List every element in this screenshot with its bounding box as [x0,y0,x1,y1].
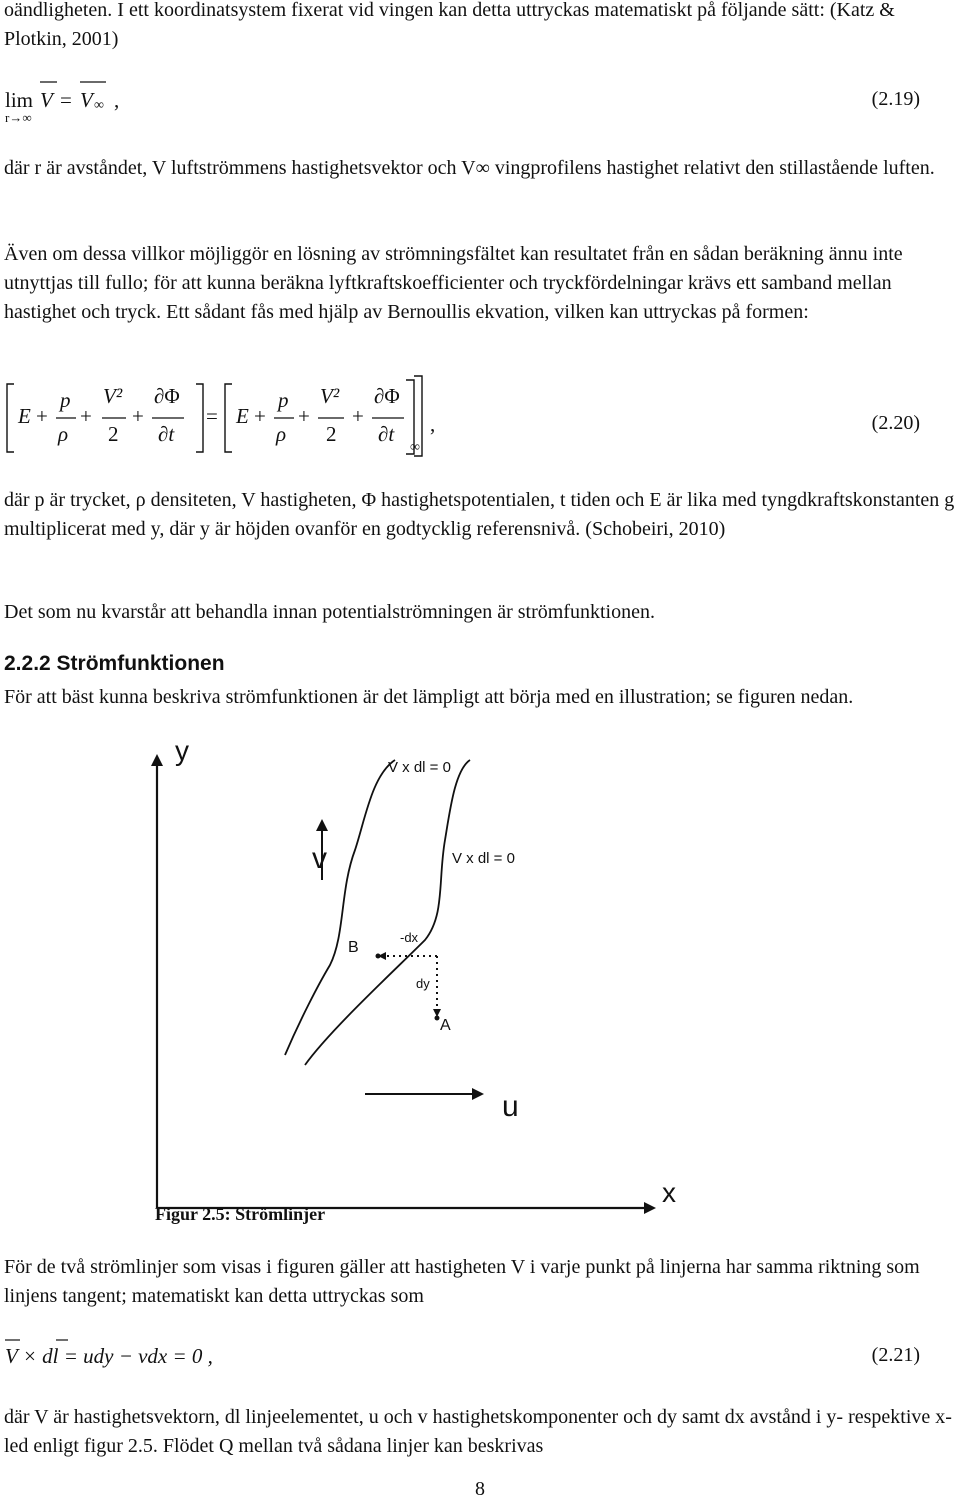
eq19-vector-bars [0,0,960,120]
paragraph-definitions: där r är avståndet, V luftströmmens hastighetsvektor och V∞ vingprofilens hastighet relativt den stillastående luften. [4,157,935,179]
streamline-diagram [0,730,960,1230]
eq20-plus: + [132,404,144,428]
eq20-two1: 2 [108,422,119,446]
eq20-two2: 2 [326,422,337,446]
u-label: u [502,1090,519,1123]
eq19-equals: = [60,88,72,112]
eq20-dt2: ∂t [378,422,395,446]
eq21-expression: V × dl = udy − vdx = 0 , [5,1344,213,1368]
eq20-dPhi2: ∂Φ [374,384,400,408]
paragraph-tangent: För de två strömlinjer som visas i figuren gäller att hastigheten V i varje punkt på linjerna har samma riktning som linjens tangent; matematiskt kan detta uttryckas som [4,1256,920,1307]
figure-streamlines [0,730,960,1230]
paragraph-bernoulli-intro: Även om dessa villkor möjliggör en lösning av strömningsfältet kan resultatet från en sådan beräkning ännu inte utnyttjas till fullo; för att kunna beräkna lyftkraftskoefficienter och tryckfördelningar krävs ett samband mellan hastighet och tryck. Ett sådant fås med hjälp av Bernoullis ekvation, vilken kan uttryckas på formen: [4,243,903,323]
y-axis-label: y [175,735,189,766]
eq20-V2-2: V² [320,384,340,408]
page-number: 8 [475,1478,485,1500]
point-A [435,1016,440,1021]
paragraph-figure-intro: För att bäst kunna beskriva strömfunktionen är det lämpligt att börja med en illustration; se figuren nedan. [4,686,854,708]
point-B [376,954,381,959]
eq20-comma: , [430,412,436,436]
eq20-p2: p [278,388,289,412]
point-A-label: A [440,1017,451,1034]
eq20-infinity-subscript: ∞ [410,440,420,455]
lim-subscript: r→∞ [5,110,32,125]
section-heading: 2.2.2 Strömfunktionen [4,652,225,675]
x-axis-label: x [662,1177,676,1208]
eq20-E2: E [236,404,249,428]
equation-number: (2.20) [871,412,920,434]
eq20-plus: + [352,404,364,428]
eq20-plus: + [36,404,48,428]
eq20-E1: E [18,404,31,428]
eq20-plus: + [254,404,266,428]
paragraph-variables: där p är trycket, ρ densiteten, V hastigheten, Φ hastighetspotentialen, t tiden och E är lika med tyngdkraftskonstanten g multiplicerat med y, där y är höjden ovanför en godtycklig referensnivå. (Schobeiri, 2010) [4,489,955,540]
eq20-V2-1: V² [103,384,123,408]
figure-caption: Figur 2.5: Strömlinjer [155,1204,326,1224]
eq20-rho2: ρ [276,422,287,446]
streamline-left [285,760,395,1055]
point-B-label: B [348,939,359,956]
equation-number: (2.21) [871,1344,920,1366]
eq20-p1: p [60,388,71,412]
eq19-rhs: V [80,88,93,112]
lim-operator: lim [5,88,34,112]
eq19-rhs-subscript: ∞ [94,98,104,113]
equation-number: (2.19) [871,88,920,110]
eq19-comma: , [114,88,120,112]
dy-label: dy [416,976,430,991]
eq19-lhs: V [40,88,53,112]
streamline-label-mid: V x dl = 0 [452,850,515,867]
eq20-equals: = [206,404,218,428]
streamline-label-top: V x dl = 0 [388,759,451,776]
eq20-plus: + [80,404,92,428]
eq20-dPhi1: ∂Φ [154,384,180,408]
paragraph-intro: oändligheten. I ett koordinatsystem fixerat vid vingen kan detta uttryckas matematiskt på följande sätt: (Katz & Plotkin, 2001) [4,0,895,50]
eq20-plus: + [298,404,310,428]
dx-label: -dx [400,930,419,945]
eq20-rho1: ρ [58,422,69,446]
v-label: v [312,842,327,875]
eq20-dt1: ∂t [158,422,175,446]
paragraph-explanation: där V är hastighetsvektorn, dl linjeelementet, u och v hastighetskomponenter och dy samt dx avstånd i y- respektive x-led enligt figur 2.5. Flödet Q mellan två sådana linjer kan beskrivas [4,1406,952,1457]
paragraph-transition: Det som nu kvarstår att behandla innan potentialströmningen är strömfunktionen. [4,601,655,623]
eq21-vector-bars [0,1330,120,1350]
